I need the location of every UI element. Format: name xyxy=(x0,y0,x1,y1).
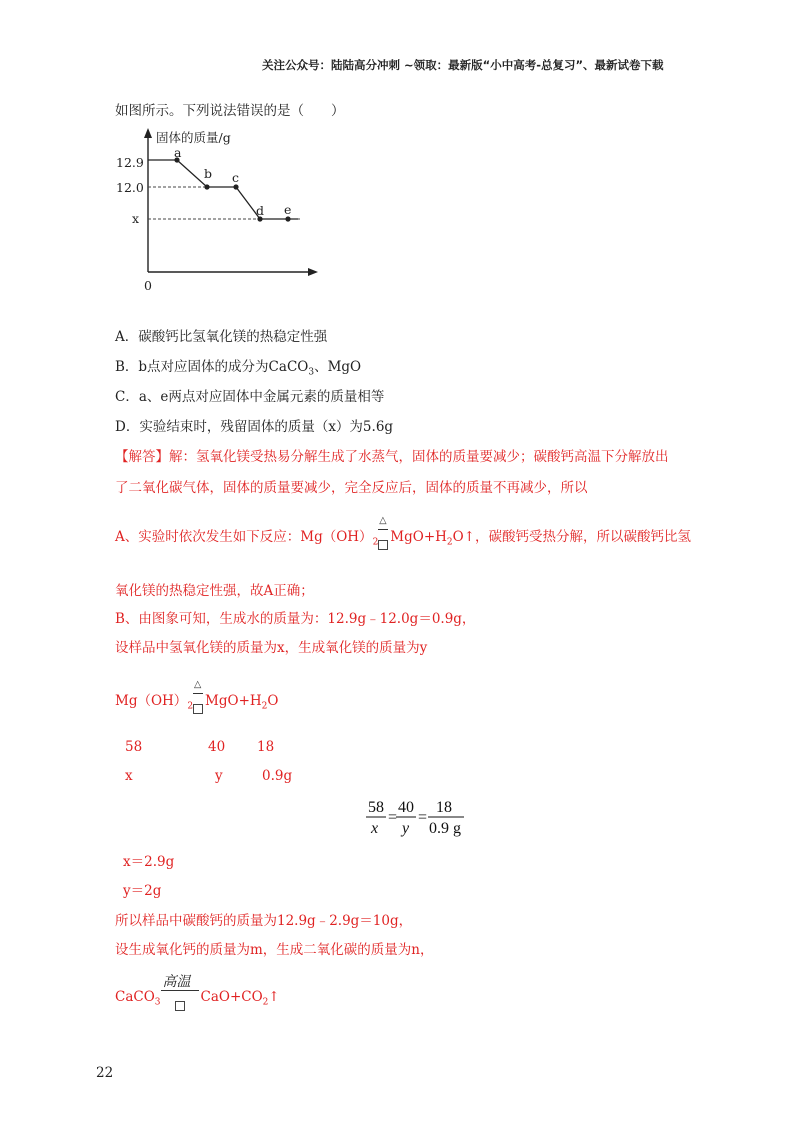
frac2-num: 40 xyxy=(398,799,414,816)
label-e: e xyxy=(284,202,292,217)
mass-num-1: 58 xyxy=(125,739,143,755)
mass-curve xyxy=(148,160,298,219)
answer-line-1: 【解答】解：氢氧化镁受热易分解生成了水蒸气，固体的质量要减少；碳酸钙高温下分解放出 xyxy=(115,449,669,465)
answer-line-12: 设生成氧化钙的质量为m，生成二氧化碳的质量为n， xyxy=(115,942,434,958)
option-d: D．实验结束时，残留固体的质量（x）为5.6g xyxy=(115,419,394,435)
var-1: x xyxy=(125,768,133,784)
option-a: A．碳酸钙比氢氧化镁的热稳定性强 xyxy=(115,329,328,345)
y-axis-arrow xyxy=(144,128,152,138)
point-e xyxy=(285,216,290,221)
heat-condition: △ xyxy=(193,695,205,709)
reaction-2: CaCO$_3$ 高温 $CaO+CO_2↑$ xyxy=(115,989,280,1008)
result-y: y＝2g xyxy=(123,883,162,899)
label-d: d xyxy=(256,203,265,218)
eq-sign-2: = xyxy=(418,809,428,826)
answer-line-6: 设样品中氢氧化镁的质量为x，生成氧化镁的质量为y xyxy=(115,640,428,656)
mass-chart xyxy=(110,122,330,297)
origin-label: 0 xyxy=(144,278,152,293)
point-c xyxy=(233,184,238,189)
question-intro: 如图所示。下列说法错误的是（ ） xyxy=(115,103,345,119)
frac1-num: 58 xyxy=(368,799,384,816)
point-b xyxy=(204,184,209,189)
option-c: C．a、e两点对应固体中金属元素的质量相等 xyxy=(115,389,385,405)
label-b: b xyxy=(204,166,213,181)
frac3-den: 0.9 g xyxy=(429,820,461,837)
option-b: B．b点对应固体的成分为CaCO$_3$、MgO xyxy=(115,359,362,378)
var-2: y xyxy=(215,768,223,784)
answer-tag: 【解答】 xyxy=(115,449,169,465)
answer-line-a: A、实验时依次发生如下反应：$Mg(OH)_2$ △ $MgO+H_2O↑$，碳酸钙受热分解，所以碳酸钙比氢 xyxy=(115,514,692,548)
answer-line-4: 氧化镁的热稳定性强，故A正确； xyxy=(115,583,314,599)
y-axis-label: 固体的质量/g xyxy=(156,130,231,145)
result-x: x＝2.9g xyxy=(123,854,175,870)
label-a: a xyxy=(174,145,182,160)
tick-12-0: 12.0 xyxy=(116,180,144,195)
tick-12-9: 12.9 xyxy=(116,155,144,170)
heat-condition: △ xyxy=(378,531,390,545)
reaction-1: $Mg(OH)_2$ △ $MgO+H_2O$ xyxy=(115,678,279,712)
proportion-equation xyxy=(360,796,470,840)
var-3: 0.9g xyxy=(262,768,293,784)
label-c: c xyxy=(232,170,240,185)
x-axis-arrow xyxy=(308,268,318,276)
frac2-den: y xyxy=(402,820,410,837)
answer-line-5: B、由图象可知，生成水的质量为：12.9g﹣12.0g＝0.9g， xyxy=(115,611,476,627)
mass-num-2: 40 xyxy=(208,739,226,755)
answer-line-11: 所以样品中碳酸钙的质量为12.9g﹣2.9g＝10g， xyxy=(115,913,413,929)
eq-sign-1: = xyxy=(388,809,398,826)
frac1-den: x xyxy=(371,820,379,837)
page-header: 关注公众号：陆陆高分冲刺 ~领取：最新版“小中高考-总复习”、最新试卷下载 xyxy=(262,58,664,72)
mass-num-3: 18 xyxy=(257,739,275,755)
high-temp-condition: 高温 xyxy=(161,991,201,1005)
page-number: 22 xyxy=(96,1065,114,1081)
answer-line-2: 了二氧化碳气体，固体的质量要减少，完全反应后，固体的质量不再减少，所以 xyxy=(115,480,588,496)
tick-x: x xyxy=(132,211,140,226)
frac3-num: 18 xyxy=(436,799,452,816)
